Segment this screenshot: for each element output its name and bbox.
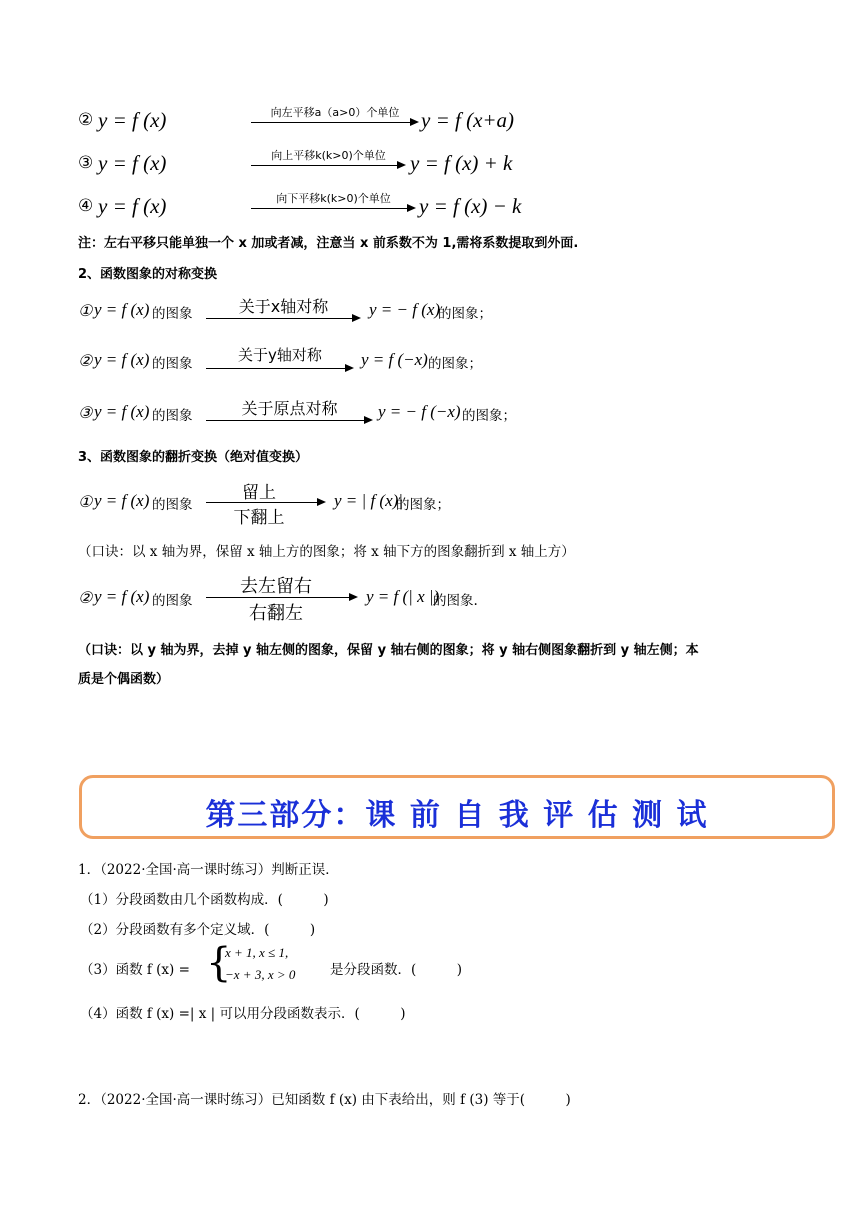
arrow-label: 关于原点对称 bbox=[241, 399, 338, 418]
shift-row-4 bbox=[78, 192, 522, 224]
piecewise-case-1: x + 1, x ≤ 1, bbox=[225, 945, 289, 960]
mnemonic-2-line-2: 质是个偶函数） bbox=[78, 672, 170, 687]
shift-lhs: y = f (x) bbox=[98, 194, 167, 218]
arrow-line bbox=[206, 597, 352, 598]
shift-lhs: y = f (x) bbox=[98, 151, 167, 175]
symmetry-lhs: y = f (x) bbox=[94, 350, 150, 369]
shift-arrow bbox=[251, 190, 416, 220]
arrow-label: 关于x轴对称 bbox=[238, 297, 329, 316]
symmetry-rhs-tail: 的图象； bbox=[462, 408, 516, 424]
item-number: ④ bbox=[78, 196, 94, 216]
arrow-head bbox=[410, 118, 419, 126]
piecewise-brace: { bbox=[206, 940, 232, 986]
mnemonic-1: （口诀：以 x 轴为界，保留 x 轴上方的图象；将 x 轴下方的图象翻折到 x 轴上方） bbox=[78, 544, 575, 560]
shift-arrow bbox=[251, 104, 419, 134]
item-3-suffix: 是分段函数．( ) bbox=[330, 962, 463, 978]
symmetry-arrow bbox=[206, 396, 373, 428]
shift-row-2 bbox=[78, 106, 515, 138]
flip-lhs-tail: 的图象 bbox=[152, 497, 193, 513]
arrow-head bbox=[352, 314, 361, 322]
symmetry-rhs-tail: 的图象； bbox=[428, 356, 482, 372]
question-1-stem: 1．（2022·全国·高一课时练习）判断正误． bbox=[78, 862, 339, 878]
flip-arrow bbox=[206, 478, 326, 528]
symmetry-rhs: y = f (−x) bbox=[361, 350, 428, 369]
item-number: ③ bbox=[78, 153, 94, 173]
banner-title: 第三部分：课 前 自 我 评 估 测 试 bbox=[205, 798, 709, 833]
symmetry-arrow bbox=[206, 294, 361, 326]
symmetry-arrow bbox=[206, 344, 354, 376]
arrow-label-top: 去左留右 bbox=[240, 576, 312, 597]
arrow-line bbox=[206, 420, 367, 421]
arrow-line bbox=[206, 318, 355, 319]
flip-rhs-tail: 的图象； bbox=[396, 497, 450, 513]
arrow-line bbox=[251, 165, 400, 166]
piecewise-case-2: −x + 3, x > 0 bbox=[225, 967, 296, 982]
shift-rhs: y = f (x) + k bbox=[410, 151, 513, 175]
flip-rhs: y = | f (x)| bbox=[334, 491, 403, 510]
flip-arrow bbox=[206, 572, 358, 624]
item-number: ① bbox=[78, 303, 93, 320]
symmetry-rhs-tail: 的图象； bbox=[438, 306, 492, 322]
section-3-title: 3、函数图象的翻折变换（绝对值变换） bbox=[78, 450, 309, 465]
symmetry-row-2 bbox=[78, 344, 578, 378]
flip-lhs: y = f (x) bbox=[94, 491, 150, 510]
arrow-label: 向下平移k(k>0)个单位 bbox=[276, 192, 391, 205]
arrow-line bbox=[251, 122, 413, 123]
symmetry-lhs-tail: 的图象 bbox=[152, 356, 193, 372]
item-number: ② bbox=[78, 110, 94, 130]
question-2-stem: 2．（2022·全国·高一课时练习）已知函数 f (x) 由下表给出，则 f (3) 等于( ) bbox=[78, 1092, 571, 1108]
shift-rhs: y = f (x) − k bbox=[419, 194, 522, 218]
symmetry-rhs: y = − f (x) bbox=[369, 300, 441, 319]
arrow-line bbox=[251, 208, 410, 209]
shift-note: 注：左右平移只能单独一个 x 加或者减，注意当 x 前系数不为 1,需将系数提取到外面. bbox=[78, 236, 579, 251]
symmetry-row-1 bbox=[78, 294, 578, 328]
flip-rhs-tail: 的图象. bbox=[433, 593, 478, 609]
arrow-label: 关于y轴对称 bbox=[238, 346, 322, 364]
flip-lhs-tail: 的图象 bbox=[152, 593, 193, 609]
flip-row-2 bbox=[78, 572, 598, 624]
item-number: ② bbox=[78, 590, 93, 607]
item-number: ② bbox=[78, 353, 93, 370]
question-1-item-2: （2）分段函数有多个定义域．( ) bbox=[80, 922, 316, 938]
shift-row-3 bbox=[78, 149, 513, 181]
symmetry-lhs: y = f (x) bbox=[94, 300, 150, 319]
question-1-item-3 bbox=[80, 940, 500, 987]
symmetry-lhs-tail: 的图象 bbox=[152, 306, 193, 322]
section-banner bbox=[79, 775, 835, 839]
shift-lhs: y = f (x) bbox=[98, 108, 167, 132]
item-3-prefix: （3）函数 f (x) = bbox=[80, 962, 190, 978]
symmetry-lhs-tail: 的图象 bbox=[152, 408, 193, 424]
arrow-head bbox=[407, 204, 416, 212]
flip-rhs: y = f (| x |) bbox=[366, 587, 440, 606]
arrow-line bbox=[206, 368, 348, 369]
section-2-title: 2、函数图象的对称变换 bbox=[78, 267, 218, 282]
flip-lhs: y = f (x) bbox=[94, 587, 150, 606]
arrow-label: 向左平移a（a>0）个单位 bbox=[270, 106, 400, 119]
shift-rhs: y = f (x+a) bbox=[421, 108, 515, 132]
flip-row-1 bbox=[78, 478, 578, 528]
symmetry-row-3 bbox=[78, 396, 578, 430]
shift-arrow bbox=[251, 147, 406, 177]
symmetry-lhs: y = f (x) bbox=[94, 402, 150, 421]
arrow-label-bottom: 下翻上 bbox=[233, 508, 285, 528]
mnemonic-2-line-1: （口诀：以 y 轴为界，去掉 y 轴左侧的图象，保留 y 轴右侧的图象；将 y 轴右侧图象翻折到 y 轴左侧；本 bbox=[78, 643, 699, 658]
arrow-head bbox=[345, 364, 354, 372]
symmetry-rhs: y = − f (−x) bbox=[378, 402, 461, 421]
arrow-head bbox=[364, 416, 373, 424]
item-number: ③ bbox=[78, 405, 93, 422]
arrow-label: 向上平移k(k>0)个单位 bbox=[271, 149, 386, 162]
item-number: ① bbox=[78, 494, 93, 511]
arrow-head bbox=[397, 161, 406, 169]
question-1-item-1: （1）分段函数由几个函数构成．( ) bbox=[80, 892, 329, 908]
arrow-label-top: 留上 bbox=[242, 483, 276, 503]
question-1-item-4: （4）函数 f (x) =| x | 可以用分段函数表示．( ) bbox=[80, 1006, 406, 1022]
arrow-label-bottom: 右翻左 bbox=[249, 603, 303, 624]
